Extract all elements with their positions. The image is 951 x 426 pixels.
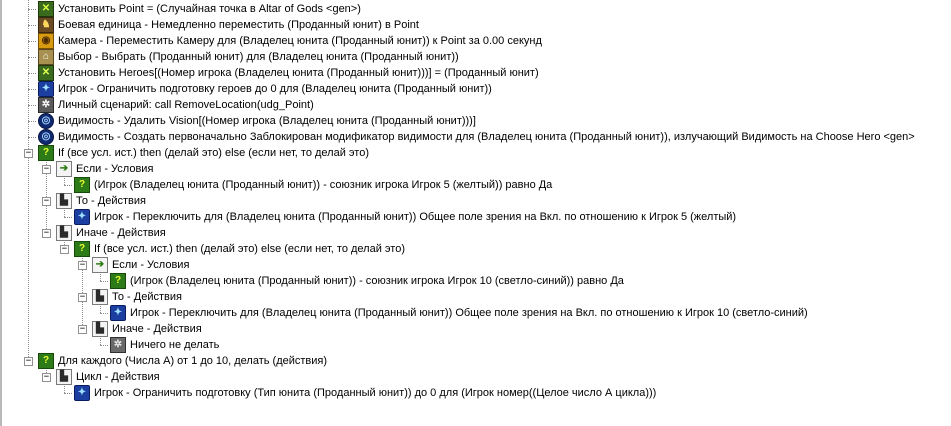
tree-item-label: То - Действия [112, 291, 182, 303]
tree-item-loop-actions[interactable] [56, 369, 160, 385]
collapse-toggle-for-loop[interactable]: − [25, 356, 32, 366]
tree-item-else-actions[interactable] [56, 225, 166, 241]
camera-icon: ◉ [38, 33, 54, 49]
tree-item-label: Для каждого (Числа A) от 1 до 10, делать (действия) [58, 355, 328, 367]
tree-connector-line [28, 105, 36, 106]
for-loop-icon: ? [38, 353, 54, 369]
tree-connector-line [100, 306, 101, 313]
tree-item-label: То - Действия [76, 195, 146, 207]
visibility-icon: ◎ [38, 129, 54, 145]
tree-connector-line [100, 281, 108, 282]
tree-item-then-actions[interactable] [56, 193, 146, 209]
tree-item-label: Ничего не делать [130, 339, 220, 351]
player-icon: ✦ [110, 305, 126, 321]
tree-connector-line [64, 185, 72, 186]
player-icon: ✦ [74, 209, 90, 225]
tree-item-label: Иначе - Действия [112, 323, 202, 335]
tree-connector-line [28, 121, 36, 122]
tree-item-if-then-else-nested[interactable] [74, 241, 405, 257]
player-icon: ✦ [74, 385, 90, 401]
tree-item-select-unit[interactable] [38, 49, 459, 65]
collapse-toggle-if-nested[interactable]: − [61, 244, 68, 254]
set-variable-icon: ✕ [38, 65, 54, 81]
tree-item-label: Личный сценарий: call RemoveLocation(udg_Point) [58, 99, 314, 111]
tree-item-remove-vision[interactable] [38, 113, 476, 129]
tree-connector-line [64, 178, 65, 185]
custom-script-icon: ✲ [38, 97, 54, 113]
set-variable-icon: ✕ [38, 1, 54, 17]
tree-item-share-vision-5[interactable] [74, 209, 736, 225]
tree-item-share-vision-10[interactable] [110, 305, 808, 321]
tree-item-label: Иначе - Действия [76, 227, 166, 239]
tree-item-pan-camera[interactable] [38, 33, 542, 49]
tree-item-then-actions-nested[interactable] [92, 289, 182, 305]
tree-item-do-nothing[interactable] [110, 337, 219, 353]
tree-item-label: Цикл - Действия [76, 371, 160, 383]
tree-connector-line [100, 313, 108, 314]
tree-connector-line [28, 57, 36, 58]
actions-icon: ▙ [56, 193, 72, 209]
tree-connector-line [100, 345, 108, 346]
tree-connector-line [64, 217, 72, 218]
tree-connector-line [28, 25, 36, 26]
tree-connector-line [64, 386, 65, 393]
actions-icon: ▙ [56, 369, 72, 385]
collapse-toggle-loop-actions[interactable]: − [43, 372, 50, 382]
tree-item-label: Установить Heroes[(Номер игрока (Владелец юнита (Проданный юнит)))] = (Проданный юнит) [58, 67, 539, 79]
collapse-toggle-then-actions[interactable]: − [43, 196, 50, 206]
collapse-toggle-conditions[interactable]: − [43, 164, 50, 174]
tree-item-label: Камера - Переместить Камеру для (Владелец юнита (Проданный юнит)) к Point за 0.00 секунд [58, 35, 542, 47]
tree-connector-line [64, 210, 65, 217]
tree-item-custom-script[interactable] [38, 97, 314, 113]
collapse-toggle-conditions-nested[interactable]: − [79, 260, 86, 270]
tree-connector-line [28, 73, 36, 74]
tree-connector-line [28, 0, 29, 361]
tree-connector-line [28, 41, 36, 42]
conditions-icon: ➔ [56, 161, 72, 177]
tree-item-if-conditions-nested[interactable] [92, 257, 189, 273]
tree-item-set-heroes[interactable] [38, 65, 539, 81]
tree-item-if-then-else[interactable] [38, 145, 369, 161]
tree-connector-line [64, 393, 72, 394]
actions-icon: ▙ [92, 321, 108, 337]
tree-item-label: (Игрок (Владелец юнита (Проданный юнит)) - союзник игрока Игрок 10 (светло-синий)) равно Да [130, 275, 624, 287]
actions-icon: ▙ [56, 225, 72, 241]
collapse-toggle-then-actions-nested[interactable]: − [79, 292, 86, 302]
tree-item-label: Видимость - Создать первоначально Заблокирован модификатор видимости для (Владелец юнита (Проданный юнит)), излучающий Видимость на Choose Hero <gen> [58, 131, 915, 143]
tree-item-create-vision[interactable] [38, 129, 915, 145]
tree-item-condition-ally-5[interactable] [74, 177, 552, 193]
tree-item-condition-ally-10[interactable] [110, 273, 624, 289]
player-icon: ✦ [38, 81, 54, 97]
tree-item-label: Установить Point = (Случайная точка в Altar of Gods <gen>) [58, 3, 361, 15]
tree-item-label: Игрок - Переключить для (Владелец юнита (Проданный юнит)) Общее поле зрения на Вкл. по отношению к Игрок 5 (желтый) [94, 211, 737, 223]
if-then-else-icon: ? [38, 145, 54, 161]
tree-item-limit-unit-training[interactable] [74, 385, 656, 401]
tree-item-label: If (все усл. ист.) then (делай это) else (если нет, то делай это) [58, 147, 369, 159]
tree-item-if-conditions[interactable] [56, 161, 153, 177]
condition-icon: ? [74, 177, 90, 193]
tree-item-label: Игрок - Ограничить подготовку героев до 0 для (Владелец юнита (Проданный юнит)) [58, 83, 492, 95]
tree-item-move-unit[interactable] [38, 17, 419, 33]
tree-item-label: Если - Условия [112, 259, 190, 271]
visibility-icon: ◎ [38, 113, 54, 129]
tree-item-label: Если - Условия [76, 163, 154, 175]
tree-item-label: Боевая единица - Немедленно переместить (Проданный юнит) в Point [58, 19, 419, 31]
condition-icon: ? [110, 273, 126, 289]
tree-item-set-point[interactable] [38, 1, 361, 17]
tree-connector-line [100, 274, 101, 281]
collapse-toggle-if[interactable]: − [25, 148, 32, 158]
tree-item-else-actions-nested[interactable] [92, 321, 202, 337]
tree-connector-line [28, 89, 36, 90]
unit-icon: ♞ [38, 17, 54, 33]
tree-connector-line [28, 9, 36, 10]
conditions-icon: ➔ [92, 257, 108, 273]
tree-connector-line [28, 137, 36, 138]
selection-icon: ⌂ [38, 49, 54, 65]
do-nothing-icon: ✲ [110, 337, 126, 353]
tree-item-for-loop[interactable] [38, 353, 327, 369]
tree-item-label: Игрок - Ограничить подготовку (Тип юнита (Проданный юнит)) до 0 для (Игрок номер((Целое число А цикла))) [94, 387, 657, 399]
actions-icon: ▙ [92, 289, 108, 305]
tree-item-label: (Игрок (Владелец юнита (Проданный юнит)) - союзник игрока Игрок 5 (желтый)) равно Да [94, 179, 553, 191]
tree-item-label: Видимость - Удалить Vision[(Номер игрока (Владелец юнита (Проданный юнит)))] [58, 115, 476, 127]
tree-item-label: If (все усл. ист.) then (делай это) else (если нет, то делай это) [94, 243, 405, 255]
collapse-toggle-else-actions[interactable]: − [43, 228, 50, 238]
tree-connector-line [100, 338, 101, 345]
tree-item-limit-heroes[interactable] [38, 81, 492, 97]
tree-item-label: Игрок - Переключить для (Владелец юнита (Проданный юнит)) Общее поле зрения на Вкл. по отношению к Игрок 10 (светло-синий) [130, 307, 808, 319]
if-then-else-icon: ? [74, 241, 90, 257]
tree-item-label: Выбор - Выбрать (Проданный юнит) для (Владелец юнита (Проданный юнит)) [58, 51, 459, 63]
collapse-toggle-else-actions-nested[interactable]: − [79, 324, 86, 334]
